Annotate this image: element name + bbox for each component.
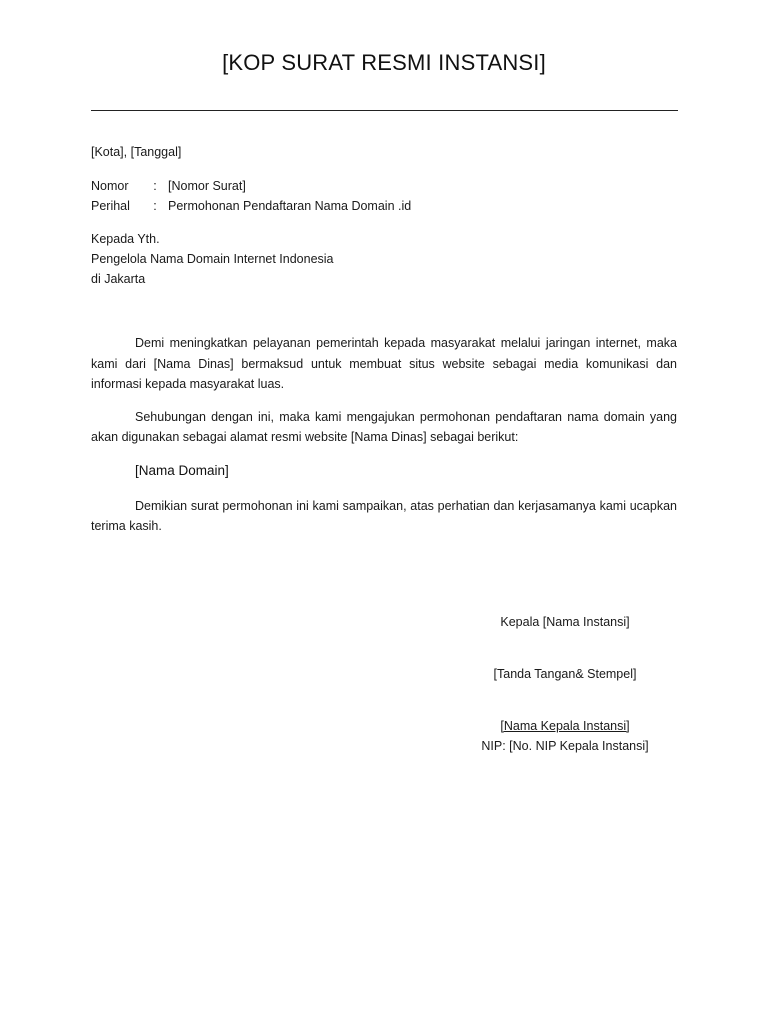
- signature-title: Kepala [Nama Instansi]: [500, 615, 630, 629]
- body-paragraph: Demi meningkatkan pelayanan pemerintah kepada masyarakat melalui jaringan internet, maka kami dari [Nama Dinas] bermaksud untuk membuat situs website sebagai media komunikasi dan informasi kepada masyarakat luas.: [91, 336, 677, 391]
- meta-value: [Nomor Surat]: [168, 179, 246, 193]
- meta-row-perihal: [91, 196, 681, 216]
- meta-value: Permohonan Pendaftaran Nama Domain .id: [168, 199, 412, 213]
- letterhead-title: [KOP SURAT RESMI INSTANSI]: [222, 50, 546, 75]
- recipient-line: di Jakarta: [91, 272, 146, 286]
- signature-stamp-placeholder: [Tanda Tangan& Stempel]: [493, 667, 637, 681]
- letterhead-divider: [91, 110, 678, 111]
- signatory-nip: NIP: [No. NIP Kepala Instansi]: [481, 739, 649, 753]
- letter-meta: [91, 176, 681, 216]
- body-paragraph: Demikian surat permohonan ini kami sampaikan, atas perhatian dan kerjasamanya kami ucapkan terima kasih.: [91, 498, 677, 533]
- recipient-line: Pengelola Nama Domain Internet Indonesia: [91, 252, 334, 266]
- domain-name: [Nama Domain]: [135, 462, 229, 478]
- meta-label: Nomor: [91, 179, 129, 193]
- signature-block: [450, 612, 680, 756]
- recipient-block: [91, 229, 334, 289]
- place-date: [Kota], [Tanggal]: [91, 145, 182, 159]
- letter-body: [91, 333, 677, 549]
- meta-colon: :: [153, 199, 157, 213]
- meta-row-nomor: [91, 176, 681, 196]
- meta-label: Perihal: [91, 199, 130, 213]
- recipient-line: Kepada Yth.: [91, 232, 160, 246]
- body-paragraph: Sehubungan dengan ini, maka kami mengajukan permohonan pendaftaran nama domain yang akan digunakan sebagai alamat resmi website [Nama Dinas] sebagai berikut:: [91, 409, 677, 444]
- meta-colon: :: [153, 179, 157, 193]
- signatory-name: [Nama Kepala Instansi]: [500, 719, 630, 733]
